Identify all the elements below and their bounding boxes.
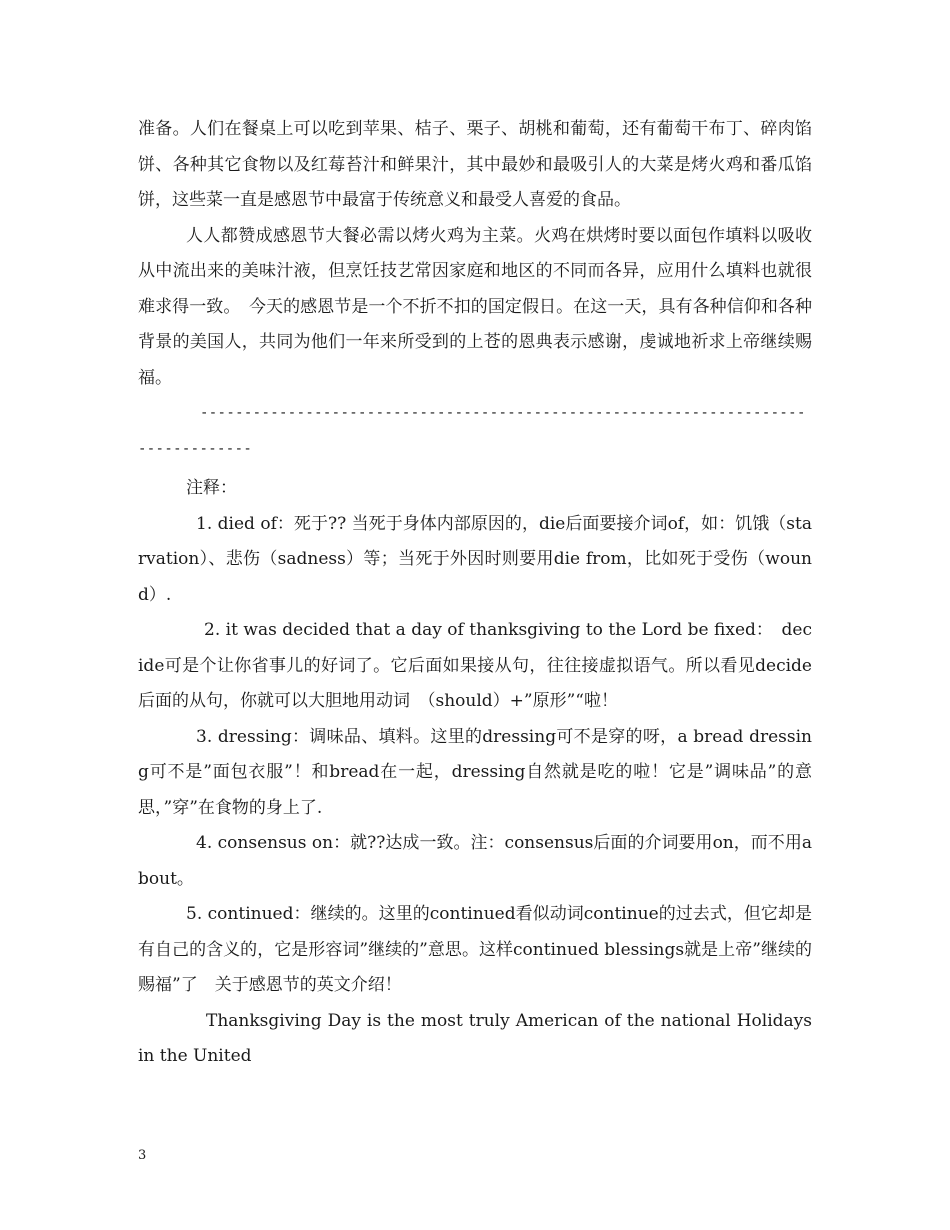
note-item: 1. died of：死于?? 当死于身体内部原因的，die后面要接介词of，如：饥饿（starvation）、悲伤（sadness）等；当死于外因时则要用die from，比如死于受伤（wound）. bbox=[138, 513, 812, 605]
page-number: 3 bbox=[138, 1148, 147, 1163]
english-paragraph: Thanksgiving Day is the most truly American of the national Holidays in the United bbox=[138, 1010, 812, 1066]
note-item: 5. continued：继续的。这里的continued看似动词continue的过去式，但它却是有自己的含义的，它是形容词”继续的”意思。这样continued blessings就是上帝”继续的赐福”了 关于感恩节的英文介绍！ bbox=[138, 904, 812, 995]
note-item: 4. consensus on：就??达成一致。注：consensus后面的介词要用on，而不用about。 bbox=[138, 833, 812, 889]
notes-heading: 注释： bbox=[186, 478, 237, 498]
body-paragraph: 准备。人们在餐桌上可以吃到苹果、桔子、栗子、胡桃和葡萄，还有葡萄干布丁、碎肉馅饼、各种其它食物以及红莓苔汁和鲜果汁，其中最妙和最吸引人的大菜是烤火鸡和番瓜馅饼，这些菜一直是感恩节中最富于传统意义和最受人喜爱的食品。 bbox=[138, 119, 812, 210]
document-body bbox=[138, 112, 812, 1075]
dashed-divider: ---------------------------------------------------------------------------------- bbox=[138, 405, 806, 457]
note-item: 3. dressing：调味品、填料。这里的dressing可不是穿的呀，a bread dressing可不是”面包衣服”！和bread在一起，dressing自然就是吃的啦！它是”调味品”的意思，”穿”在食物的身上了. bbox=[138, 726, 812, 818]
body-paragraph: 人人都赞成感恩节大餐必需以烤火鸡为主菜。火鸡在烘烤时要以面包作填料以吸收从中流出来的美味汁液，但烹饪技艺常因家庭和地区的不同而各异，应用什么填料也就很难求得一致。 今天的感恩节是一个不折不扣的国定假日。在这一天，具有各种信仰和各种背景的美国人，共同为他们一年来所受到的上苍的恩典表示感谢，虔诚地祈求上帝继续赐福。 bbox=[138, 225, 812, 388]
note-item: 2. it was decided that a day of thanksgiving to the Lord be fixed： decide可是个让你省事儿的好词了。它后面如果接从句，往往接虚拟语气。所以看见decide后面的从句，你就可以大胆地用动词 （should）+”原形”“啦！ bbox=[138, 620, 812, 711]
